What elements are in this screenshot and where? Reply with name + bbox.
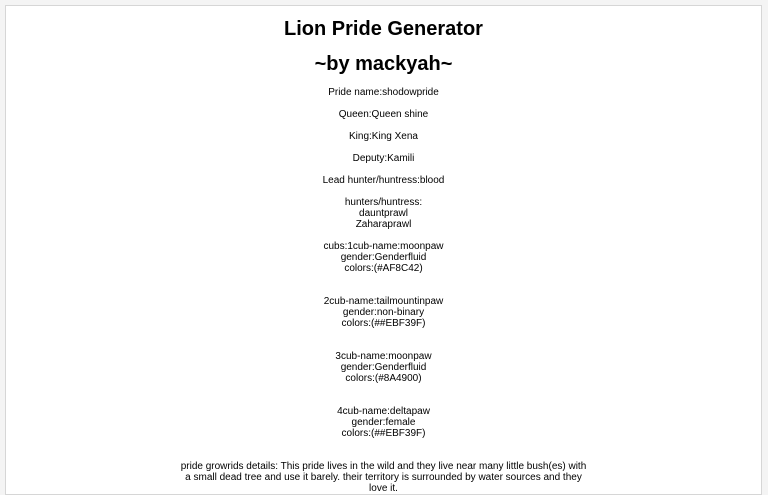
page-title: Lion Pride Generator	[284, 18, 483, 40]
author-byline: ~by mackyah~	[314, 53, 453, 75]
cub-entry	[6, 296, 761, 329]
queen-line: Queen:Queen shine	[338, 109, 429, 120]
cub-gender: gender:Genderfluid	[340, 252, 427, 263]
cub-entry	[6, 406, 761, 439]
cub-colors: colors:(#8A4900)	[345, 373, 422, 384]
cub-entry	[6, 351, 761, 384]
cub-name: 4cub-name:deltapaw	[337, 406, 430, 417]
cub-name: 2cub-name:tailmountinpaw	[323, 296, 444, 307]
cub-colors: colors:(##EBF39F)	[341, 318, 426, 329]
cub-name: 3cub-name:moonpaw	[335, 351, 432, 362]
hunter-name: dauntprawl	[359, 208, 408, 219]
hunters-block	[6, 197, 761, 230]
cub-name: cubs:1cub-name:moonpaw	[323, 241, 444, 252]
generator-page	[5, 5, 762, 495]
deputy-line: Deputy:Kamili	[352, 153, 415, 164]
cub-gender: gender:female	[351, 417, 416, 428]
cub-colors: colors:(#AF8C42)	[344, 263, 423, 274]
king-line: King:King Xena	[349, 131, 418, 142]
cub-colors: colors:(##EBF39F)	[341, 428, 426, 439]
hunters-label: hunters/huntress:	[344, 197, 423, 208]
pride-name: Pride name:shodowpride	[328, 87, 439, 98]
cub-entry	[6, 241, 761, 274]
cub-gender: gender:non-binary	[342, 307, 425, 318]
cub-gender: gender:Genderfluid	[340, 362, 427, 373]
pride-content	[6, 87, 761, 494]
hunter-name: Zaharaprawl	[355, 219, 412, 230]
pride-details: pride growrids details: This pride lives in the wild and they live near many little bush(es) with a small dead tree and use it barely. their territory is surrounded by water sources and they love it.	[180, 461, 587, 494]
lead-hunter-line: Lead hunter/huntress:blood	[322, 175, 445, 186]
